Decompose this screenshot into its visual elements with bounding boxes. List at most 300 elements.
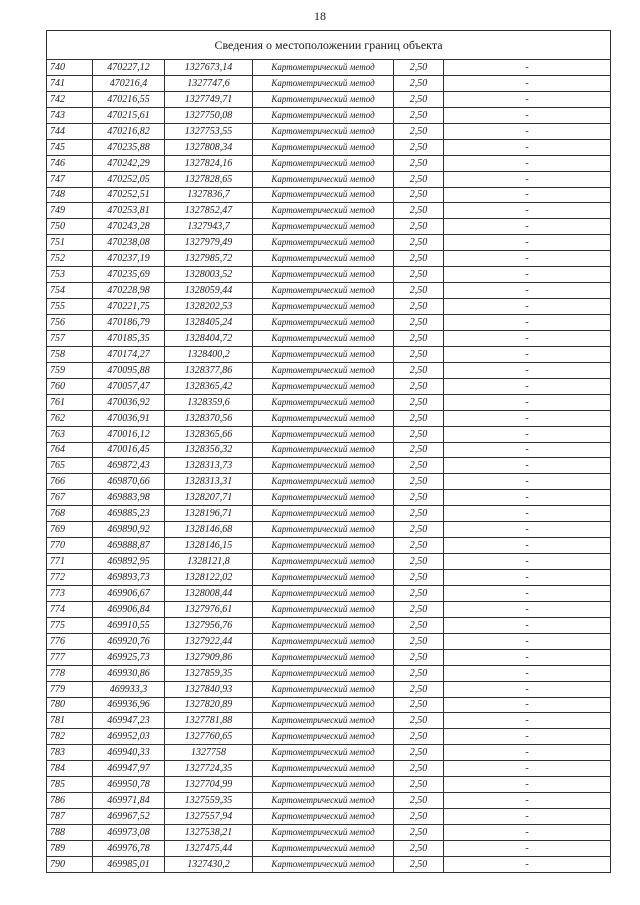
method-cell: Картометрический метод (253, 601, 394, 617)
y-coordinate-cell: 1327956,76 (165, 617, 253, 633)
y-coordinate-cell: 1327559,35 (165, 793, 253, 809)
page-number: 18 (314, 9, 326, 23)
description-cell: - (444, 362, 611, 378)
table-row (47, 60, 611, 76)
method-cell: Картометрический метод (253, 793, 394, 809)
description-cell: - (444, 601, 611, 617)
y-coordinate-cell: 1327557,94 (165, 809, 253, 825)
x-coordinate-cell: 469893,73 (93, 570, 165, 586)
table-row (47, 394, 611, 410)
y-coordinate-cell: 1327824,16 (165, 155, 253, 171)
description-cell: - (444, 570, 611, 586)
y-coordinate-cell: 1327943,7 (165, 219, 253, 235)
x-coordinate-cell: 469973,08 (93, 825, 165, 841)
accuracy-cell: 2,50 (394, 809, 444, 825)
accuracy-cell: 2,50 (394, 442, 444, 458)
table-row (47, 235, 611, 251)
method-cell: Картометрический метод (253, 203, 394, 219)
x-coordinate-cell: 470243,28 (93, 219, 165, 235)
point-number-cell: 767 (47, 490, 93, 506)
description-cell: - (444, 267, 611, 283)
accuracy-cell: 2,50 (394, 410, 444, 426)
description-cell: - (444, 458, 611, 474)
y-coordinate-cell: 1327820,89 (165, 697, 253, 713)
description-cell: - (444, 410, 611, 426)
accuracy-cell: 2,50 (394, 649, 444, 665)
x-coordinate-cell: 470216,55 (93, 91, 165, 107)
method-cell: Картометрический метод (253, 251, 394, 267)
point-number-cell: 786 (47, 793, 93, 809)
accuracy-cell: 2,50 (394, 426, 444, 442)
method-cell: Картометрический метод (253, 825, 394, 841)
table-row (47, 187, 611, 203)
x-coordinate-cell: 469940,33 (93, 745, 165, 761)
table-row (47, 442, 611, 458)
accuracy-cell: 2,50 (394, 107, 444, 123)
accuracy-cell: 2,50 (394, 713, 444, 729)
method-cell: Картометрический метод (253, 458, 394, 474)
x-coordinate-cell: 469890,92 (93, 522, 165, 538)
description-cell: - (444, 777, 611, 793)
accuracy-cell: 2,50 (394, 283, 444, 299)
method-cell: Картометрический метод (253, 585, 394, 601)
method-cell: Картометрический метод (253, 697, 394, 713)
accuracy-cell: 2,50 (394, 585, 444, 601)
y-coordinate-cell: 1327976,61 (165, 601, 253, 617)
x-coordinate-cell: 469885,23 (93, 506, 165, 522)
x-coordinate-cell: 469936,96 (93, 697, 165, 713)
description-cell: - (444, 506, 611, 522)
method-cell: Картометрический метод (253, 155, 394, 171)
point-number-cell: 778 (47, 665, 93, 681)
y-coordinate-cell: 1327808,34 (165, 139, 253, 155)
method-cell: Картометрический метод (253, 522, 394, 538)
method-cell: Картометрический метод (253, 761, 394, 777)
y-coordinate-cell: 1328313,31 (165, 474, 253, 490)
method-cell: Картометрический метод (253, 856, 394, 872)
accuracy-cell: 2,50 (394, 299, 444, 315)
table-row (47, 315, 611, 331)
accuracy-cell: 2,50 (394, 825, 444, 841)
method-cell: Картометрический метод (253, 809, 394, 825)
description-cell: - (444, 681, 611, 697)
x-coordinate-cell: 469925,73 (93, 649, 165, 665)
y-coordinate-cell: 1327836,7 (165, 187, 253, 203)
accuracy-cell: 2,50 (394, 745, 444, 761)
table-row (47, 745, 611, 761)
table-row (47, 75, 611, 91)
point-number-cell: 776 (47, 633, 93, 649)
description-cell: - (444, 394, 611, 410)
accuracy-cell: 2,50 (394, 665, 444, 681)
description-cell: - (444, 315, 611, 331)
point-number-cell: 741 (47, 75, 93, 91)
method-cell: Картометрический метод (253, 235, 394, 251)
description-cell: - (444, 235, 611, 251)
description-cell: - (444, 729, 611, 745)
description-cell: - (444, 617, 611, 633)
table-row (47, 777, 611, 793)
accuracy-cell: 2,50 (394, 729, 444, 745)
accuracy-cell: 2,50 (394, 633, 444, 649)
point-number-cell: 790 (47, 856, 93, 872)
method-cell: Картометрический метод (253, 538, 394, 554)
description-cell: - (444, 554, 611, 570)
y-coordinate-cell: 1328359,6 (165, 394, 253, 410)
description-cell: - (444, 378, 611, 394)
accuracy-cell: 2,50 (394, 458, 444, 474)
table-row (47, 410, 611, 426)
accuracy-cell: 2,50 (394, 761, 444, 777)
method-cell: Картометрический метод (253, 123, 394, 139)
point-number-cell: 771 (47, 554, 93, 570)
x-coordinate-cell: 469888,87 (93, 538, 165, 554)
table-row (47, 283, 611, 299)
x-coordinate-cell: 469950,78 (93, 777, 165, 793)
accuracy-cell: 2,50 (394, 91, 444, 107)
point-number-cell: 761 (47, 394, 93, 410)
method-cell: Картометрический метод (253, 442, 394, 458)
y-coordinate-cell: 1328365,42 (165, 378, 253, 394)
point-number-cell: 773 (47, 585, 93, 601)
description-cell: - (444, 251, 611, 267)
accuracy-cell: 2,50 (394, 506, 444, 522)
table-row (47, 171, 611, 187)
y-coordinate-cell: 1327753,55 (165, 123, 253, 139)
description-cell: - (444, 60, 611, 76)
point-number-cell: 755 (47, 299, 93, 315)
x-coordinate-cell: 469947,97 (93, 761, 165, 777)
point-number-cell: 763 (47, 426, 93, 442)
x-coordinate-cell: 469952,03 (93, 729, 165, 745)
point-number-cell: 779 (47, 681, 93, 697)
table-row (47, 856, 611, 872)
accuracy-cell: 2,50 (394, 554, 444, 570)
x-coordinate-cell: 469971,84 (93, 793, 165, 809)
description-cell: - (444, 139, 611, 155)
point-number-cell: 780 (47, 697, 93, 713)
description-cell: - (444, 426, 611, 442)
point-number-cell: 774 (47, 601, 93, 617)
y-coordinate-cell: 1327840,93 (165, 681, 253, 697)
point-number-cell: 758 (47, 346, 93, 362)
description-cell: - (444, 840, 611, 856)
point-number-cell: 766 (47, 474, 93, 490)
point-number-cell: 783 (47, 745, 93, 761)
table-row (47, 840, 611, 856)
x-coordinate-cell: 470016,45 (93, 442, 165, 458)
point-number-cell: 785 (47, 777, 93, 793)
point-number-cell: 781 (47, 713, 93, 729)
method-cell: Картометрический метод (253, 649, 394, 665)
table-row (47, 538, 611, 554)
method-cell: Картометрический метод (253, 60, 394, 76)
accuracy-cell: 2,50 (394, 378, 444, 394)
description-cell: - (444, 490, 611, 506)
y-coordinate-cell: 1328146,68 (165, 522, 253, 538)
y-coordinate-cell: 1327760,65 (165, 729, 253, 745)
x-coordinate-cell: 470237,19 (93, 251, 165, 267)
y-coordinate-cell: 1327909,86 (165, 649, 253, 665)
accuracy-cell: 2,50 (394, 856, 444, 872)
y-coordinate-cell: 1328313,73 (165, 458, 253, 474)
y-coordinate-cell: 1327922,44 (165, 633, 253, 649)
table-row (47, 91, 611, 107)
method-cell: Картометрический метод (253, 75, 394, 91)
x-coordinate-cell: 470242,29 (93, 155, 165, 171)
y-coordinate-cell: 1328121,8 (165, 554, 253, 570)
method-cell: Картометрический метод (253, 139, 394, 155)
description-cell: - (444, 171, 611, 187)
point-number-cell: 765 (47, 458, 93, 474)
x-coordinate-cell: 470253,81 (93, 203, 165, 219)
accuracy-cell: 2,50 (394, 522, 444, 538)
accuracy-cell: 2,50 (394, 777, 444, 793)
point-number-cell: 788 (47, 825, 93, 841)
method-cell: Картометрический метод (253, 713, 394, 729)
method-cell: Картометрический метод (253, 729, 394, 745)
accuracy-cell: 2,50 (394, 267, 444, 283)
accuracy-cell: 2,50 (394, 538, 444, 554)
method-cell: Картометрический метод (253, 681, 394, 697)
table-row (47, 761, 611, 777)
method-cell: Картометрический метод (253, 219, 394, 235)
table-row (47, 474, 611, 490)
description-cell: - (444, 633, 611, 649)
accuracy-cell: 2,50 (394, 123, 444, 139)
point-number-cell: 744 (47, 123, 93, 139)
x-coordinate-cell: 470235,88 (93, 139, 165, 155)
y-coordinate-cell: 1328122,02 (165, 570, 253, 586)
point-number-cell: 740 (47, 60, 93, 76)
table-row (47, 107, 611, 123)
accuracy-cell: 2,50 (394, 330, 444, 346)
point-number-cell: 777 (47, 649, 93, 665)
point-number-cell: 746 (47, 155, 93, 171)
accuracy-cell: 2,50 (394, 235, 444, 251)
point-number-cell: 772 (47, 570, 93, 586)
x-coordinate-cell: 470216,82 (93, 123, 165, 139)
y-coordinate-cell: 1328377,86 (165, 362, 253, 378)
method-cell: Картометрический метод (253, 554, 394, 570)
accuracy-cell: 2,50 (394, 139, 444, 155)
y-coordinate-cell: 1328404,72 (165, 330, 253, 346)
x-coordinate-cell: 470016,12 (93, 426, 165, 442)
accuracy-cell: 2,50 (394, 697, 444, 713)
table-row (47, 458, 611, 474)
table-row (47, 378, 611, 394)
point-number-cell: 762 (47, 410, 93, 426)
table-row (47, 617, 611, 633)
description-cell: - (444, 442, 611, 458)
point-number-cell: 760 (47, 378, 93, 394)
table-row (47, 219, 611, 235)
table-row (47, 155, 611, 171)
x-coordinate-cell: 470252,51 (93, 187, 165, 203)
point-number-cell: 751 (47, 235, 93, 251)
x-coordinate-cell: 470235,69 (93, 267, 165, 283)
method-cell: Картометрический метод (253, 187, 394, 203)
accuracy-cell: 2,50 (394, 187, 444, 203)
point-number-cell: 784 (47, 761, 93, 777)
description-cell: - (444, 203, 611, 219)
method-cell: Картометрический метод (253, 107, 394, 123)
accuracy-cell: 2,50 (394, 346, 444, 362)
y-coordinate-cell: 1327749,71 (165, 91, 253, 107)
method-cell: Картометрический метод (253, 346, 394, 362)
x-coordinate-cell: 470036,92 (93, 394, 165, 410)
x-coordinate-cell: 469933,3 (93, 681, 165, 697)
method-cell: Картометрический метод (253, 506, 394, 522)
y-coordinate-cell: 1328059,44 (165, 283, 253, 299)
description-cell: - (444, 187, 611, 203)
x-coordinate-cell: 469976,78 (93, 840, 165, 856)
x-coordinate-cell: 470057,47 (93, 378, 165, 394)
y-coordinate-cell: 1327828,65 (165, 171, 253, 187)
x-coordinate-cell: 469967,52 (93, 809, 165, 825)
point-number-cell: 787 (47, 809, 93, 825)
method-cell: Картометрический метод (253, 490, 394, 506)
description-cell: - (444, 155, 611, 171)
method-cell: Картометрический метод (253, 745, 394, 761)
description-cell: - (444, 123, 611, 139)
table-row (47, 809, 611, 825)
description-cell: - (444, 585, 611, 601)
description-cell: - (444, 522, 611, 538)
y-coordinate-cell: 1327724,35 (165, 761, 253, 777)
table-row (47, 299, 611, 315)
point-number-cell: 756 (47, 315, 93, 331)
point-number-cell: 749 (47, 203, 93, 219)
table-row (47, 203, 611, 219)
method-cell: Картометрический метод (253, 378, 394, 394)
point-number-cell: 745 (47, 139, 93, 155)
method-cell: Картометрический метод (253, 394, 394, 410)
method-cell: Картометрический метод (253, 91, 394, 107)
y-coordinate-cell: 1328003,52 (165, 267, 253, 283)
description-cell: - (444, 793, 611, 809)
point-number-cell: 752 (47, 251, 93, 267)
y-coordinate-cell: 1328146,15 (165, 538, 253, 554)
description-cell: - (444, 761, 611, 777)
point-number-cell: 775 (47, 617, 93, 633)
section-header-row (47, 31, 611, 60)
description-cell: - (444, 474, 611, 490)
point-number-cell: 769 (47, 522, 93, 538)
method-cell: Картометрический метод (253, 426, 394, 442)
point-number-cell: 770 (47, 538, 93, 554)
point-number-cell: 753 (47, 267, 93, 283)
table-row (47, 665, 611, 681)
accuracy-cell: 2,50 (394, 793, 444, 809)
accuracy-cell: 2,50 (394, 219, 444, 235)
accuracy-cell: 2,50 (394, 490, 444, 506)
description-cell: - (444, 330, 611, 346)
x-coordinate-cell: 469910,55 (93, 617, 165, 633)
y-coordinate-cell: 1328207,71 (165, 490, 253, 506)
description-cell: - (444, 75, 611, 91)
description-cell: - (444, 219, 611, 235)
accuracy-cell: 2,50 (394, 474, 444, 490)
point-number-cell: 743 (47, 107, 93, 123)
x-coordinate-cell: 470215,61 (93, 107, 165, 123)
table-row (47, 123, 611, 139)
table-row (47, 649, 611, 665)
x-coordinate-cell: 470228,98 (93, 283, 165, 299)
table-row (47, 713, 611, 729)
x-coordinate-cell: 469920,76 (93, 633, 165, 649)
y-coordinate-cell: 1328202,53 (165, 299, 253, 315)
y-coordinate-cell: 1327758 (165, 745, 253, 761)
method-cell: Картометрический метод (253, 283, 394, 299)
table-row (47, 139, 611, 155)
x-coordinate-cell: 470238,08 (93, 235, 165, 251)
x-coordinate-cell: 470185,35 (93, 330, 165, 346)
table-row (47, 585, 611, 601)
boundary-coordinates-table (46, 30, 611, 873)
table-row (47, 570, 611, 586)
point-number-cell: 768 (47, 506, 93, 522)
accuracy-cell: 2,50 (394, 251, 444, 267)
method-cell: Картометрический метод (253, 617, 394, 633)
x-coordinate-cell: 470036,91 (93, 410, 165, 426)
table-row (47, 601, 611, 617)
description-cell: - (444, 283, 611, 299)
description-cell: - (444, 745, 611, 761)
accuracy-cell: 2,50 (394, 203, 444, 219)
x-coordinate-cell: 469906,67 (93, 585, 165, 601)
method-cell: Картометрический метод (253, 570, 394, 586)
x-coordinate-cell: 469870,66 (93, 474, 165, 490)
table-row (47, 793, 611, 809)
table-row (47, 729, 611, 745)
description-cell: - (444, 299, 611, 315)
y-coordinate-cell: 1328370,56 (165, 410, 253, 426)
point-number-cell: 764 (47, 442, 93, 458)
y-coordinate-cell: 1327673,14 (165, 60, 253, 76)
accuracy-cell: 2,50 (394, 60, 444, 76)
description-cell: - (444, 107, 611, 123)
description-cell: - (444, 665, 611, 681)
accuracy-cell: 2,50 (394, 315, 444, 331)
table-row (47, 825, 611, 841)
y-coordinate-cell: 1328008,44 (165, 585, 253, 601)
method-cell: Картометрический метод (253, 474, 394, 490)
method-cell: Картометрический метод (253, 410, 394, 426)
accuracy-cell: 2,50 (394, 570, 444, 586)
y-coordinate-cell: 1327979,49 (165, 235, 253, 251)
y-coordinate-cell: 1327538,21 (165, 825, 253, 841)
table-row (47, 554, 611, 570)
table-row (47, 490, 611, 506)
y-coordinate-cell: 1327475,44 (165, 840, 253, 856)
y-coordinate-cell: 1328400,2 (165, 346, 253, 362)
x-coordinate-cell: 469872,43 (93, 458, 165, 474)
x-coordinate-cell: 470252,05 (93, 171, 165, 187)
x-coordinate-cell: 470221,75 (93, 299, 165, 315)
y-coordinate-cell: 1327430,2 (165, 856, 253, 872)
method-cell: Картометрический метод (253, 840, 394, 856)
description-cell: - (444, 825, 611, 841)
y-coordinate-cell: 1327985,72 (165, 251, 253, 267)
description-cell: - (444, 697, 611, 713)
table-row (47, 633, 611, 649)
accuracy-cell: 2,50 (394, 840, 444, 856)
description-cell: - (444, 856, 611, 872)
x-coordinate-cell: 470095,88 (93, 362, 165, 378)
section-title: Сведения о местоположении границ объекта (47, 31, 611, 60)
description-cell: - (444, 538, 611, 554)
